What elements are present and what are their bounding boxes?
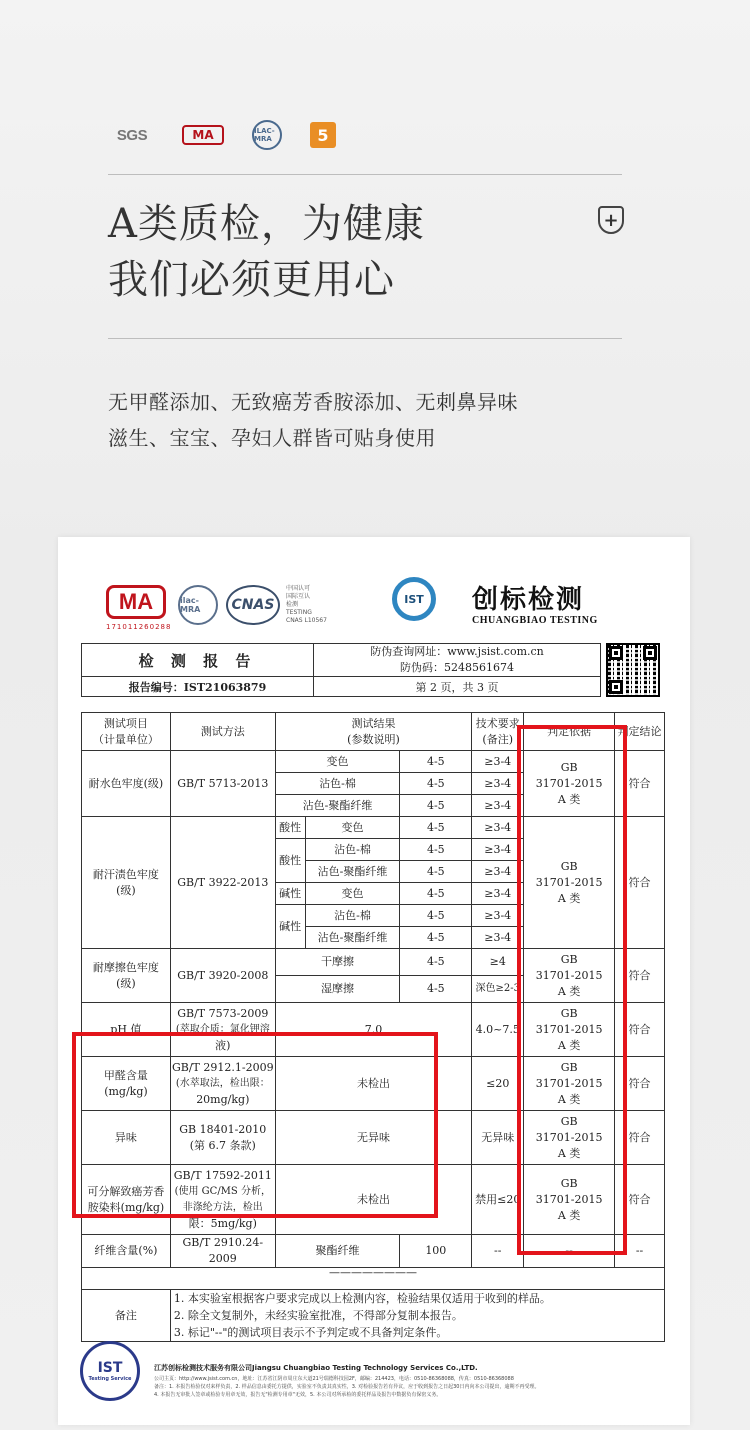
ist-logo: IST: [392, 577, 436, 621]
table-row: 耐汗渍色牢度 (级) GB/T 3922-2013 酸性 变色 4-5 ≥3-4 GB 31701-2015 A 类 符合: [82, 817, 665, 839]
feature-line-2: 滋生、宝宝、孕妇人群皆可贴身使用: [108, 426, 436, 450]
report-title: 检 测 报 告: [82, 644, 314, 677]
report-letterhead: [106, 577, 626, 637]
table-row: pH 值 GB/T 7573-2009 (萃取介质：氯化钾溶 液) 7.0 4.0~7.5 GB 31701-2015 A 类 符合: [82, 1003, 665, 1057]
test-report-document: [58, 537, 690, 1425]
divider: [108, 174, 622, 175]
col-header-item: 测试项目 （计量单位）: [82, 713, 171, 751]
highlight-safety-rows: [72, 1032, 438, 1218]
cnas-accreditation-text: 中国认可 国际互认 检测 TESTING CNAS L10567: [286, 585, 327, 624]
footer-remark-2: 4. 本报告无审批人签章或检验专用章无效，报告无"检测专用章"无效，5. 本公司对所承检的委托样品及报告中数据负有保密义务。: [154, 1392, 442, 1398]
cma-logo: MA: [182, 125, 224, 145]
table-row: 甲醛含量 (mg/kg) GB/T 2912.1-2009 (水萃取法，检出限： 20mg/kg) 未检出 ≤20 GB 31701-2015 A 类 符合: [82, 1057, 665, 1111]
anti-fake-info: [314, 644, 601, 677]
note-3: 3. 标记"--"的测试项目表示不予判定或不具备判定条件。: [173, 1326, 448, 1339]
lab-brand-name: 创标检测: [472, 585, 585, 615]
headline-line-2: 我们必须更用心: [108, 257, 395, 303]
table-row: 耐水色牢度(级) GB/T 5713-2013 变色 4-5 ≥3-4 GB 31701-2015 A 类 符合: [82, 751, 665, 773]
company-address: 公司主页：http://www.jsist.com.cn，地址：江苏省江阴市周庄东大道21号瑞德科技园2F，邮编：214423，电话：0510-86368088，传真：0510-86368088: [154, 1376, 514, 1382]
table-row: 耐摩擦色牢度 (级) GB/T 3920-2008 干摩擦 4-5 ≥4 GB 31701-2015 A 类 符合: [82, 949, 665, 976]
note-2: 2. 除全文复制外，未经实验室批准，不得部分复制本报告。: [173, 1309, 463, 1322]
table-row: ————————: [82, 1268, 665, 1290]
table-row: 沾色-聚酯纤维 4-5 ≥3-4: [82, 861, 665, 883]
cma-number: 171011260288: [106, 623, 172, 631]
report-number: 报告编号：IST21063879: [82, 677, 314, 697]
table-row: 碱性 沾色-棉 4-5 ≥3-4: [82, 905, 665, 927]
footer-remark-1: 备注：1. 本报告检验仅对来样负责，2. 样品信息由委托方提供，实验室不负责其真实性，3. 对检验报告若有异议，应于收到报告之日起30日内向本公司提出，逾期不再受理。: [154, 1384, 540, 1390]
company-name: 江苏创标检测技术服务有限公司Jiangsu Chuangbiao Testing Technology Services Co.,LTD.: [154, 1364, 478, 1372]
table-row: 异味 GB 18401-2010 (第 6.7 条款) 无异味 无异味 GB 31701-2015 A 类 符合: [82, 1111, 665, 1165]
note-1: 1. 本实验室根据客户要求完成以上检测内容，检验结果仅适用于收到的样品。: [173, 1292, 551, 1305]
query-website: 防伪查询网址：www.jsist.com.cn: [370, 645, 544, 658]
table-row: 湿摩擦 4-5 深色≥2-3: [82, 976, 665, 1003]
ilac-mra-logo: ILAC-MRA: [252, 120, 282, 150]
sgs-logo: SGS: [116, 126, 148, 144]
qr-code-icon: [606, 643, 660, 697]
shield-plus-icon: +: [598, 206, 624, 234]
divider: [108, 338, 622, 339]
table-row: 碱性 变色 4-5 ≥3-4: [82, 883, 665, 905]
table-row: 沾色-棉 4-5 ≥3-4: [82, 773, 665, 795]
cma-seal: MA: [106, 585, 166, 619]
page-headline: [108, 196, 425, 308]
feature-line-1: 无甲醛添加、无致癌芳香胺添加、无刺鼻异味: [108, 390, 518, 414]
col-header-basis: 判定依据: [524, 713, 615, 751]
report-footer: [80, 1341, 670, 1401]
ilac-mra-seal: ilac-MRA: [178, 585, 218, 625]
col-header-result: 测试结果 (参数说明): [275, 713, 472, 751]
table-row: 可分解致癌芳香 胺染料(mg/kg) GB/T 17592-2011 (使用 GC/MS 分析， 非涤纶方法，检出 限：5mg/kg) 未检出 禁用≤20 GB 31701-2015 A 类 符合: [82, 1165, 665, 1235]
lab-brand-english: CHUANGBIAO TESTING: [472, 615, 598, 626]
cnas-seal: CNAS: [226, 585, 280, 625]
table-row: 酸性 沾色-棉 4-5 ≥3-4: [82, 839, 665, 861]
feature-description: [108, 384, 518, 456]
table-row: 沾色-聚酯纤维 4-5 ≥3-4: [82, 795, 665, 817]
report-header-table: [81, 643, 601, 697]
ist-seal-icon: IST Testing Service: [80, 1341, 140, 1401]
col-header-conclusion: 判定结论: [615, 713, 665, 751]
page-indicator: 第 2 页，共 3 页: [314, 677, 601, 697]
table-row: 纤维含量(%) GB/T 2910.24-2009 聚酯纤维 100 -- -- --: [82, 1235, 665, 1268]
certification-logos: [110, 120, 336, 150]
col-header-requirement: 技术要求 (备注): [472, 713, 524, 751]
table-row: 沾色-聚酯纤维 4-5 ≥3-4: [82, 927, 665, 949]
col-header-method: 测试方法: [170, 713, 275, 751]
highlight-basis-column: [517, 725, 627, 1255]
anti-fake-code: 防伪码：5248561674: [400, 661, 514, 674]
notes-row: 备注 1. 本实验室根据客户要求完成以上检测内容，检验结果仅适用于收到的样品。 2. 除全文复制外，未经实验室批准，不得部分复制本报告。 3. 标记"--"的测试项目表示不予判定或不具备判定条件。: [82, 1290, 665, 1342]
five-badge-logo: 5: [310, 122, 336, 148]
headline-line-1: A类质检，为健康: [108, 201, 425, 247]
